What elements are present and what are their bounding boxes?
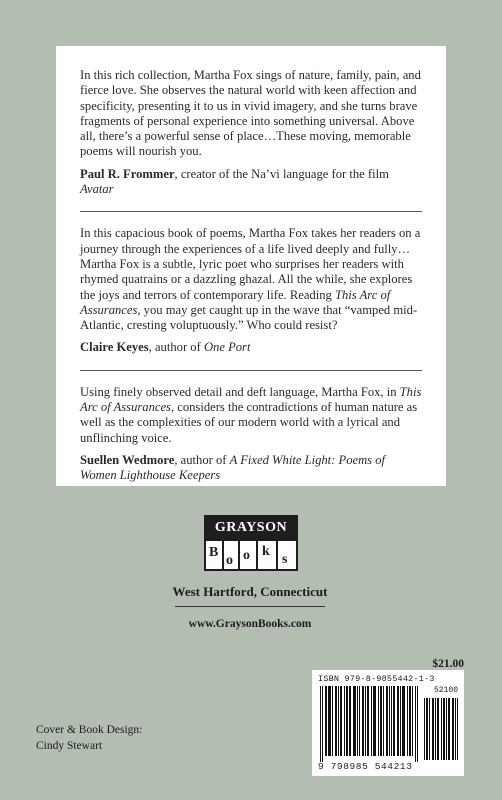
barcode-bar — [412, 686, 413, 756]
design-credit — [36, 722, 142, 754]
barcode-bar — [378, 686, 379, 756]
barcode-bar — [375, 686, 376, 756]
barcode-bar — [404, 686, 405, 756]
barcode-bar — [367, 686, 368, 756]
book-divider — [238, 541, 240, 569]
barcode-bar — [368, 686, 369, 756]
barcode-bar — [363, 686, 364, 756]
barcode-bar — [403, 686, 404, 756]
blurb-author-work: Avatar — [80, 182, 114, 197]
publisher-location: West Hartford, Connecticut — [172, 584, 328, 599]
barcode-bar — [373, 686, 374, 756]
blurb-3 — [80, 385, 422, 484]
barcode-bar — [322, 686, 323, 762]
barcode-bar — [338, 686, 339, 756]
barcode-bar — [344, 686, 345, 756]
barcode-bar — [347, 686, 348, 756]
blurb-attribution — [80, 453, 422, 484]
barcode-bar — [328, 686, 329, 756]
barcode-bar — [365, 686, 366, 756]
barcode-addon-bar — [457, 698, 458, 760]
barcode-bar — [383, 686, 384, 756]
barcode-bar — [400, 686, 401, 756]
barcode-bar — [393, 686, 394, 756]
barcode-bar — [336, 686, 337, 756]
barcode-bar — [340, 686, 341, 756]
barcode-bar — [320, 686, 321, 762]
barcode-addon-bar — [432, 698, 433, 760]
barcode-bar — [359, 686, 360, 756]
barcode-bar — [325, 686, 326, 756]
barcode-bar — [409, 686, 410, 756]
barcode-addon-bar — [452, 698, 453, 760]
barcode-bar — [354, 686, 355, 756]
blurb-text-after: , considers the contradictions of human nature as well as the complexities of our modern world with a lyrical and unflinching voice. — [80, 400, 418, 445]
blurb-2 — [80, 226, 422, 355]
publisher-logo — [204, 515, 298, 571]
blurb-book-title: This Arc of Assurances — [80, 384, 422, 415]
blurb-text — [80, 385, 422, 446]
isbn-label: ISBN 979-8-9855442-1-3 — [318, 674, 435, 684]
barcode-bar — [394, 686, 395, 756]
barcode-bar — [410, 686, 411, 756]
barcode-addon-bar — [448, 698, 449, 760]
blurb-author: Suellen Wedmore — [80, 452, 175, 467]
blurb-text — [80, 226, 422, 333]
blurb-text: In this rich collection, Martha Fox sings of nature, family, pain, and fierce love. She observes the natural world with keen affection and specificity, presenting it to us in vivid imagery, and she turns brave fragments of personal experience into something universal. Above all, there’s a powerful sense of place…These moving, memorable poems will nourish you. — [80, 68, 421, 159]
price: $21.00 — [432, 658, 464, 670]
barcode-addon-bar — [438, 698, 439, 760]
barcode-addon-number: 52100 — [433, 686, 458, 695]
barcode-addon-bar — [435, 698, 436, 760]
blurb-text-after: , you may get caught up in the wave that “vamped mid-Atlantic, cresting voluptuously.” Who could resist? — [80, 302, 418, 333]
barcode-bar — [402, 686, 403, 756]
barcode-bar — [387, 686, 388, 756]
barcode-bar — [330, 686, 331, 756]
barcode-bar — [371, 686, 372, 756]
blurb-book-title: This Arc of Assurances — [80, 287, 391, 317]
logo-letter: B — [209, 545, 219, 560]
divider — [80, 211, 422, 212]
barcode-addon-bar — [455, 698, 456, 760]
barcode-bar — [357, 686, 358, 756]
barcode-bar — [397, 686, 398, 756]
barcode-bar — [389, 686, 390, 756]
blurb-author-role: , author of — [174, 452, 230, 467]
blurb-author: Paul R. Frommer — [80, 166, 175, 181]
barcode-bar — [407, 686, 408, 756]
barcode-addon-bar — [449, 698, 450, 760]
publisher-website: www.GraysonBooks.com — [188, 618, 312, 630]
barcode — [312, 670, 464, 776]
blurb-attribution — [80, 167, 422, 198]
logo-letter: k — [262, 544, 270, 559]
barcode-bar — [346, 686, 347, 756]
barcode-addon-bar — [444, 698, 445, 760]
blurb-text-before: In this capacious book of poems, Martha Fox takes her readers on a journey through the experiences of a life lived deeply and fully… Martha Fox is a subtle, lyric poet who surprises her readers with rhymed quatrains or a dazzling ghazal. All the while, she explores the joys and terrors of contemporary life. Reading — [80, 226, 421, 302]
divider — [80, 370, 422, 371]
barcode-bar — [329, 686, 330, 756]
barcode-bar — [381, 686, 382, 756]
blurb-text-before: Using finely observed detail and deft language, Martha Fox, in — [80, 384, 400, 399]
barcode-bar — [362, 686, 363, 756]
blurb-author-role: , author of — [148, 340, 204, 355]
barcode-addon-bar — [429, 698, 430, 760]
logo-bookshelf — [204, 541, 298, 571]
barcode-bar — [380, 686, 381, 756]
barcode-bar — [332, 686, 333, 756]
barcode-addon-bar — [427, 698, 428, 760]
blurb-author: Claire Keyes — [80, 340, 149, 355]
barcode-addon-bar — [453, 698, 454, 760]
blurb-1 — [80, 68, 422, 197]
barcode-number: 9 798985 544213 — [318, 761, 413, 772]
blurb-author-work: One Port — [203, 340, 251, 355]
barcode-bar — [391, 686, 392, 756]
barcode-bar — [349, 686, 350, 756]
book-divider — [222, 541, 224, 569]
blurb-author-work: A Fixed White Light: Poems of Women Lighthouse Keepers — [80, 452, 386, 483]
barcode-bar — [417, 686, 418, 762]
design-credit-name: Cindy Stewart — [36, 740, 103, 752]
logo-letter: s — [282, 552, 288, 567]
logo-wordmark: GRAYSON — [204, 515, 298, 541]
book-divider — [276, 541, 278, 569]
blurb-attribution — [80, 340, 422, 355]
barcode-bar — [353, 686, 354, 756]
barcode-addon-bar — [437, 698, 438, 760]
barcode-addon-bar — [441, 698, 442, 760]
barcode-bar — [386, 686, 387, 756]
barcode-addon-bar — [426, 698, 427, 760]
divider — [175, 606, 325, 607]
barcode-bar — [398, 686, 399, 756]
barcode-bar — [335, 686, 336, 756]
book-divider — [256, 541, 258, 569]
barcode-bar — [374, 686, 375, 756]
barcode-bar — [415, 686, 416, 762]
blurb-author-role: , creator of the Na’vi language for the film — [174, 166, 389, 181]
barcode-addon-bar — [446, 698, 447, 760]
barcode-addon-bar — [424, 698, 425, 760]
barcode-addon-bar — [443, 698, 444, 760]
barcode-bar — [355, 686, 356, 756]
logo-letter: o — [243, 548, 250, 563]
logo-letter: o — [226, 553, 233, 568]
blurbs-panel — [56, 46, 446, 486]
barcode-bar — [341, 686, 342, 756]
barcode-bar — [350, 686, 351, 756]
barcode-bar — [326, 686, 327, 756]
design-credit-label: Cover & Book Design: — [36, 724, 143, 736]
barcode-addon-bar — [433, 698, 434, 760]
